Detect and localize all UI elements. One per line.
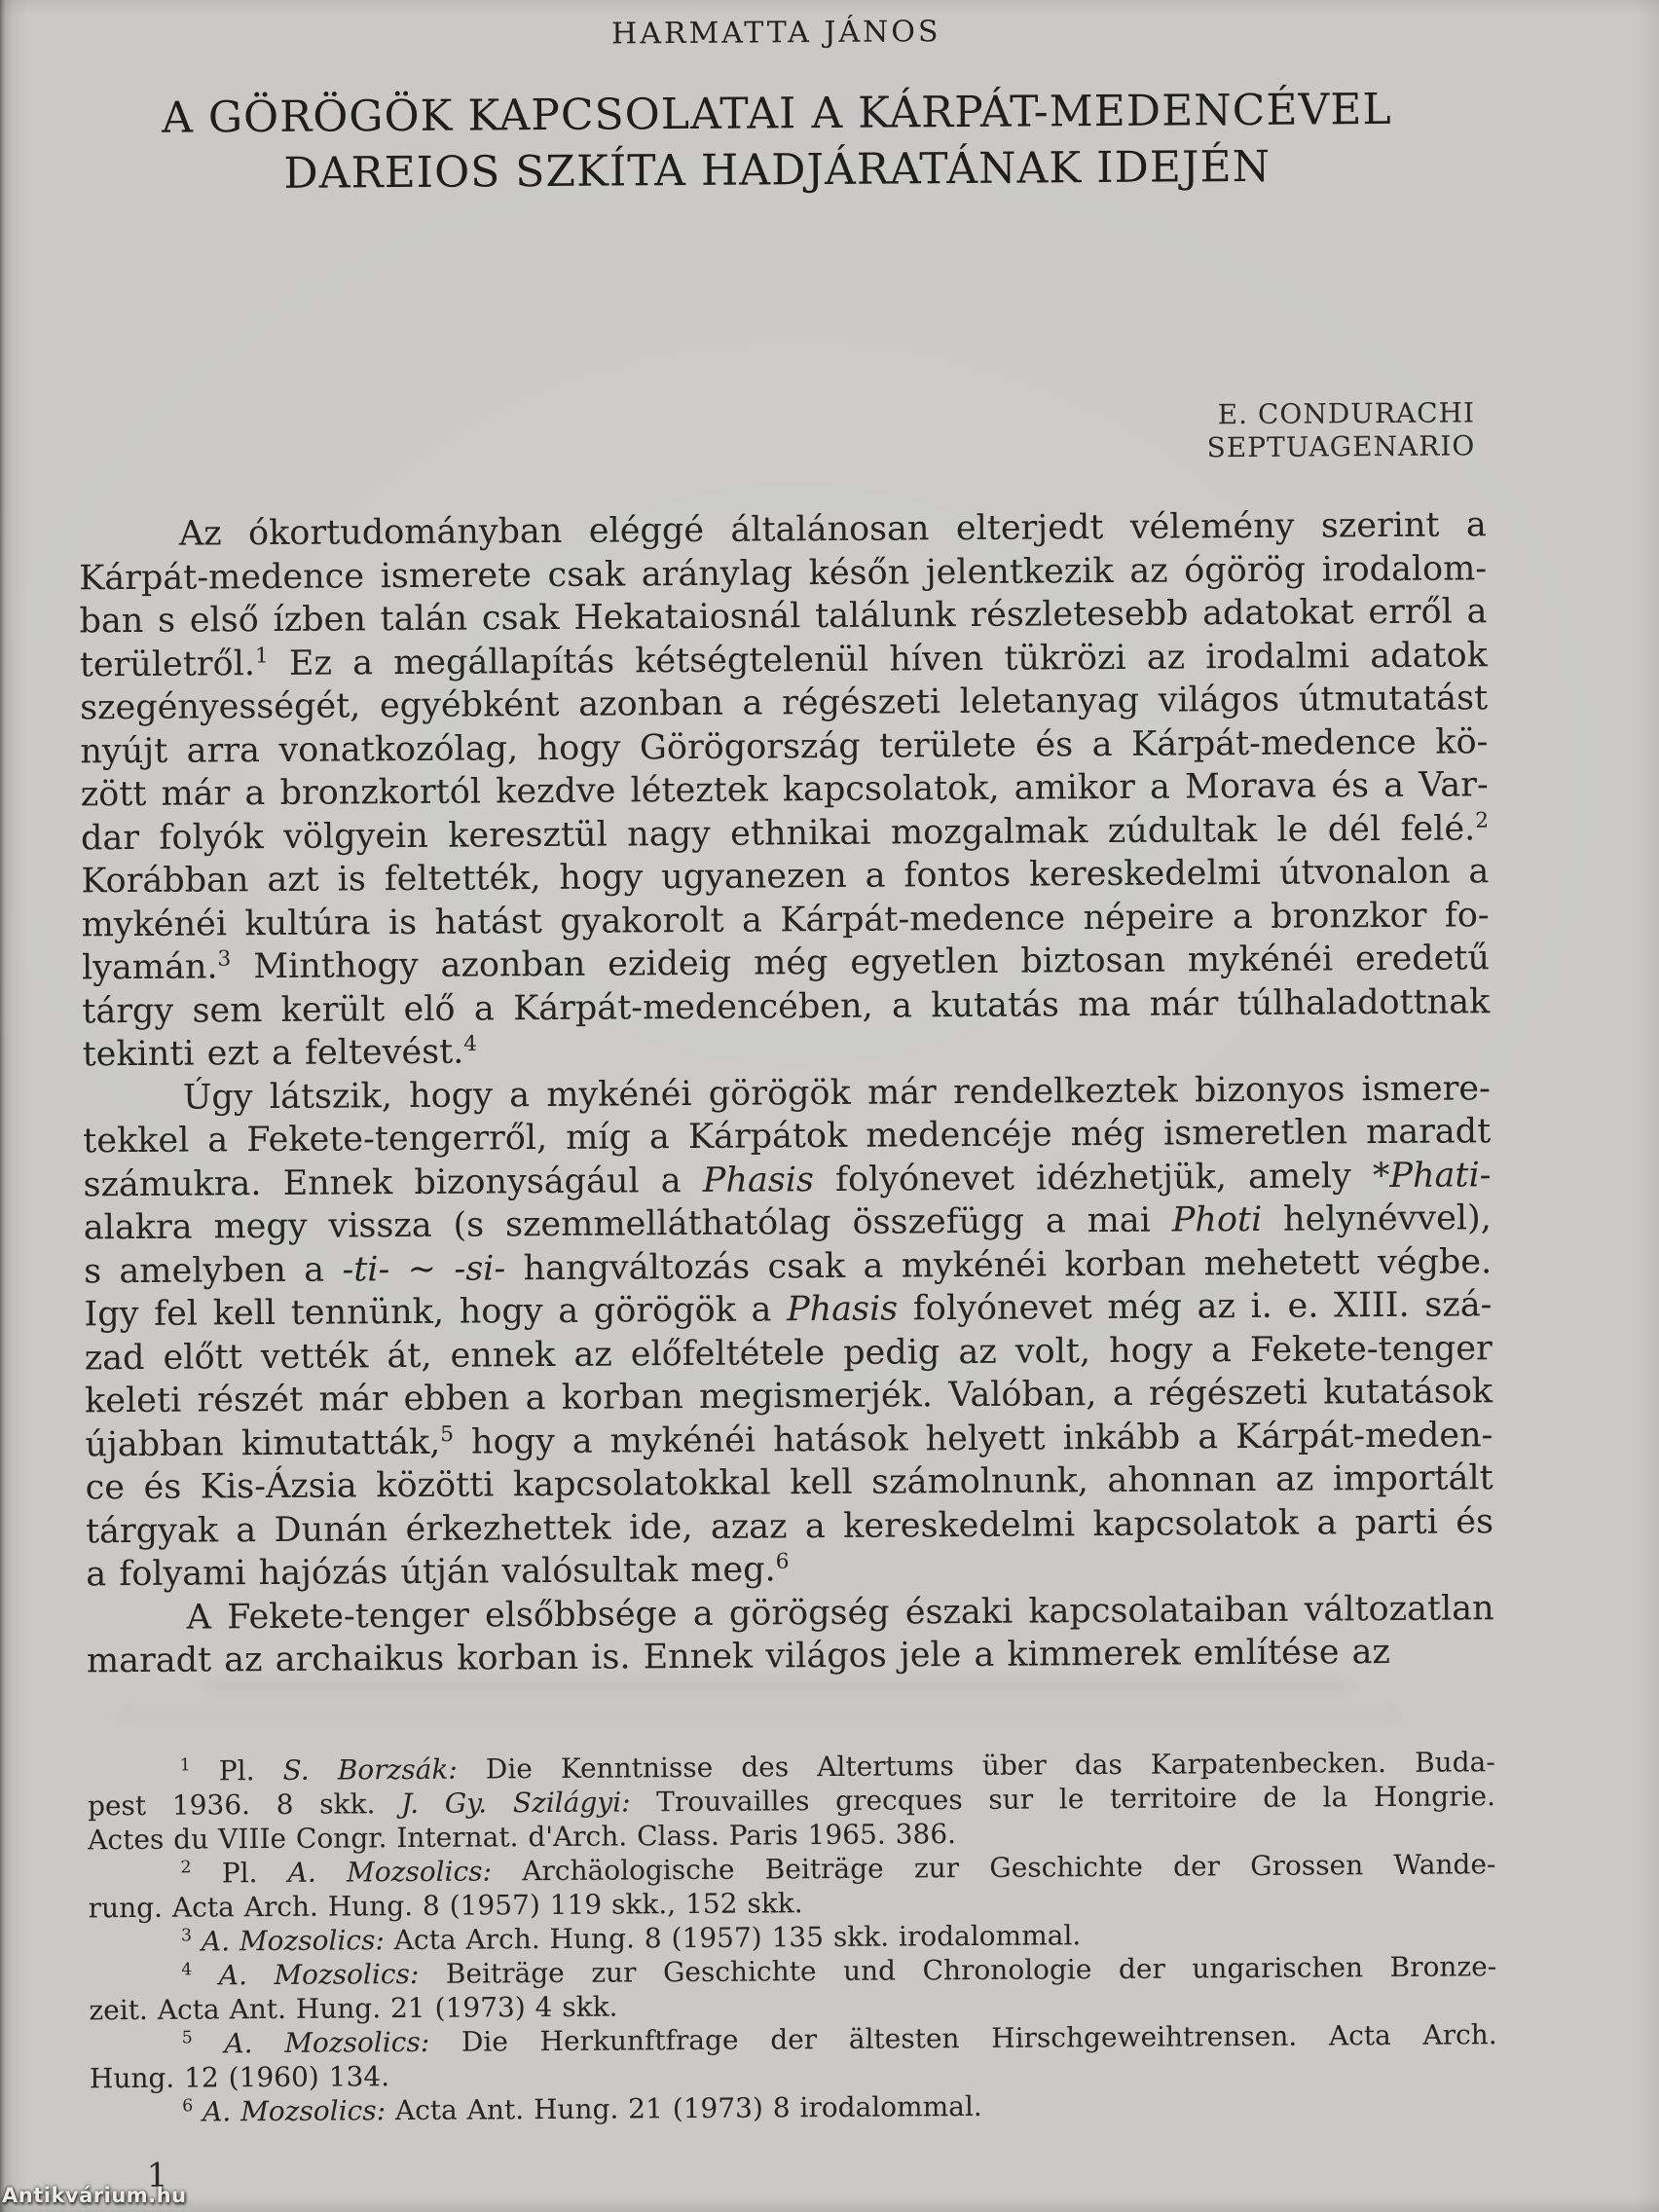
text-segment: S. Borzsák: bbox=[282, 1752, 458, 1787]
footnote-marker: 1 bbox=[179, 1755, 191, 1776]
text-segment: A. Mozsolics: bbox=[203, 2094, 387, 2128]
text-segment: helynévvel), bbox=[1262, 1198, 1492, 1239]
text-segment bbox=[193, 2096, 203, 2128]
text-segment: Az ókortudományban eléggé általánosan elterjedt vélemény szerint a bbox=[178, 505, 1487, 554]
text-segment: Igy fel kell tennünk, hogy a görögök a bbox=[84, 1290, 788, 1335]
text-segment: A. Mozsolics: bbox=[218, 1957, 420, 1992]
article-title bbox=[0, 81, 1561, 204]
text-segment bbox=[193, 2027, 225, 2059]
footnote-marker: 3 bbox=[217, 946, 232, 972]
footnote-marker: 6 bbox=[775, 1549, 790, 1574]
text-segment: Minthogy azonban ezideig még egyetlen biztosan mykénéi eredetű bbox=[231, 939, 1491, 987]
text-segment: J. Gy. Szilágyi: bbox=[401, 1786, 631, 1821]
footnote-marker: 2 bbox=[180, 1858, 192, 1878]
text-segment: Photi bbox=[1171, 1199, 1263, 1240]
text-segment: zeit. Acta Ant. Hung. 21 (1973) 4 skk. bbox=[89, 1990, 618, 2027]
text-segment: Ez a megállapítás kétségtelenül híven tükrözi az irodalmi adatok bbox=[268, 635, 1488, 683]
bleed-through-smudge bbox=[837, 107, 1246, 119]
text-segment: pest 1936. 8 skk. bbox=[87, 1788, 402, 1823]
footnote-marker: 5 bbox=[181, 2028, 193, 2048]
article-title-line-1: A GÖRÖGÖK KAPCSOLATAI A KÁRPÁT-MEDENCÉVEL bbox=[161, 84, 1392, 143]
text-segment: -ti- bbox=[342, 1249, 390, 1289]
antikvarium-watermark: Antikvárium.hu bbox=[2, 2184, 187, 2207]
paragraph bbox=[79, 503, 1491, 1077]
text-line bbox=[87, 1630, 1494, 1683]
text-segment: Korábban azt is feltették, hogy ugyanezen a fontos kereskedelmi útvonalon a bbox=[81, 852, 1490, 902]
text-segment: Archäologische Beiträge zur Geschichte der Grossen Wande- bbox=[491, 1848, 1496, 1888]
bleed-through-smudge bbox=[117, 1710, 1402, 1721]
paragraph bbox=[89, 1949, 1496, 2027]
footnotes bbox=[88, 1745, 1498, 2129]
text-segment bbox=[192, 1959, 219, 1991]
footnote-marker: 4 bbox=[181, 1960, 193, 1980]
text-segment: a folyami hajózás útján valósultak meg. bbox=[86, 1550, 776, 1595]
text-segment: zött már a bronzkortól kezdve léteztek kapcsolatok, amikor a Morava és a Var- bbox=[80, 765, 1489, 815]
text-segment: Pl. bbox=[191, 1856, 288, 1890]
text-segment: szegényességét, egyébként azonban a régészeti leletanyag világos útmutatást bbox=[79, 679, 1489, 728]
dedication-line-2: SEPTUAGENARIO bbox=[1206, 429, 1476, 464]
paragraph bbox=[90, 2017, 1497, 2095]
text-segment: Hung. 12 (1960) 134. bbox=[89, 2060, 390, 2095]
text-segment: lyamán. bbox=[81, 947, 218, 988]
text-segment: dar folyók völgyein keresztül nagy ethnikai mozgalmak zúdultak le dél felé. bbox=[80, 808, 1476, 858]
footnote-marker: 6 bbox=[182, 2096, 194, 2117]
paragraph bbox=[83, 1067, 1494, 1597]
footnote-marker: 3 bbox=[180, 1926, 193, 1946]
text-segment: Phati- bbox=[1389, 1155, 1492, 1196]
body-text bbox=[79, 503, 1494, 1683]
text-segment: Trouvailles grecques sur le territoire de la Hongrie. bbox=[630, 1780, 1496, 1819]
text-segment: Kárpát-medence ismerete csak aránylag későn jelentkezik az ógörög irodalom- bbox=[79, 548, 1488, 598]
text-segment: -si- bbox=[454, 1248, 506, 1289]
text-segment: nyújt arra vonatkozólag, hogy Görögország területe és a Kárpát-medence kö- bbox=[80, 721, 1489, 771]
text-segment: Úgy látszik, hogy a mykénéi görögök már rendelkeztek bizonyos ismere- bbox=[182, 1068, 1492, 1118]
text-segment: A. Mozsolics: bbox=[224, 2025, 430, 2060]
author-name: HARMATTA JÁNOS bbox=[610, 15, 941, 52]
text-segment: tárgyak a Dunán érkezhettek ide, azaz a kereskedelmi kapcsolatok a parti és bbox=[85, 1501, 1494, 1551]
text-segment: A. Mozsolics: bbox=[201, 1924, 385, 1958]
text-segment: újabban kimutatták, bbox=[85, 1422, 441, 1464]
text-segment: ban s első ízben talán csak Hekataiosnál találunk részletesebb adatokat erről a bbox=[79, 592, 1488, 642]
dedication-line-1: E. CONDURACHI bbox=[1217, 396, 1476, 431]
article-title-line-2: DAREIOS SZKÍTA HADJÁRATÁNAK IDEJÉN bbox=[283, 141, 1272, 199]
text-segment: tárgy sem került elő a Kárpát-medencében, a kutatás ma már túlhaladottnak bbox=[82, 981, 1491, 1031]
text-segment: ∼ bbox=[389, 1249, 455, 1289]
text-segment: számukra. Ennek bizonyságául a bbox=[83, 1161, 703, 1204]
text-segment: tekinti ezt a feltevést. bbox=[82, 1032, 464, 1075]
text-segment: Phasis bbox=[702, 1160, 815, 1200]
text-segment: Die Herkunftfrage der ältesten Hirschgeweihtrensen. Acta Arch. bbox=[429, 2018, 1497, 2058]
footnote-marker: 1 bbox=[254, 643, 269, 668]
page-number: 1 bbox=[146, 2156, 168, 2195]
text-segment: hangváltozás csak a mykénéi korban mehetett végbe. bbox=[505, 1241, 1493, 1288]
footnote-marker: 2 bbox=[1475, 808, 1490, 833]
text-segment: alakra megy vissza (s szemmelláthatólag összefügg a mai bbox=[83, 1200, 1172, 1248]
text-segment: mykénéi kultúra is hatást gyakorolt a Kárpát-medence népeire a bronzkor fo- bbox=[81, 895, 1490, 944]
text-segment: rung. Acta Arch. Hung. 8 (1957) 119 skk., 152 skk. bbox=[88, 1887, 803, 1925]
text-segment: Acta Arch. Hung. 8 (1957) 135 skk. irodalommal. bbox=[384, 1919, 1082, 1957]
text-segment: A Fekete-tenger elsőbbsége a görögség északi kapcsolataiban változatlan bbox=[186, 1588, 1494, 1638]
text-segment bbox=[192, 1926, 202, 1958]
paragraph bbox=[88, 1745, 1496, 1857]
text-segment: területről. bbox=[79, 644, 256, 684]
paragraph bbox=[88, 1847, 1495, 1925]
text-segment: folyónevet idézhetjük, amely * bbox=[813, 1156, 1390, 1199]
text-segment: Phasis bbox=[786, 1289, 899, 1330]
text-segment: tekkel a Fekete-tengerről, míg a Kárpátok medencéje még ismeretlen maradt bbox=[83, 1112, 1492, 1161]
text-segment: Die Kenntnisse des Altertums über das Karpatenbecken. Buda- bbox=[457, 1746, 1495, 1786]
text-segment: zad előtt vették át, ennek az előfeltétele pedig az volt, hogy a Fekete-tenger bbox=[84, 1328, 1493, 1378]
footnote-marker: 5 bbox=[440, 1421, 455, 1447]
text-segment: folyónevet még az i. e. XIII. szá- bbox=[898, 1285, 1493, 1329]
bleed-through-smudge bbox=[204, 1680, 1353, 1693]
paragraph bbox=[86, 1587, 1494, 1683]
text-segment: s amelyben a bbox=[84, 1249, 343, 1291]
text-segment: keleti részét már ebben a korban megismerjék. Valóban, a régészeti kutatások bbox=[84, 1372, 1493, 1421]
text-segment: Pl. bbox=[190, 1753, 283, 1788]
text-segment: Beiträge zur Geschichte und Chronologie der ungarischen Bronze- bbox=[419, 1950, 1497, 1990]
text-segment: Actes du VIIIe Congr. Internat. d'Arch. Class. Paris 1965. 386. bbox=[88, 1818, 957, 1857]
footnote-marker: 4 bbox=[463, 1031, 478, 1056]
text-segment: ce és Kis-Ázsia közötti kapcsolatokkal kell számolnunk, ahonnan az importált bbox=[85, 1458, 1493, 1508]
dedication bbox=[1206, 396, 1475, 464]
text-segment: hogy a mykénéi hatások helyett inkább a Kárpát-meden- bbox=[453, 1415, 1493, 1462]
text-segment: maradt az archaikus korban is. Ennek világos jele a kimmerek említése az bbox=[86, 1632, 1391, 1681]
text-segment: A. Mozsolics: bbox=[287, 1855, 493, 1889]
text-segment: Acta Ant. Hung. 21 (1973) 8 irodalommal. bbox=[385, 2089, 982, 2127]
